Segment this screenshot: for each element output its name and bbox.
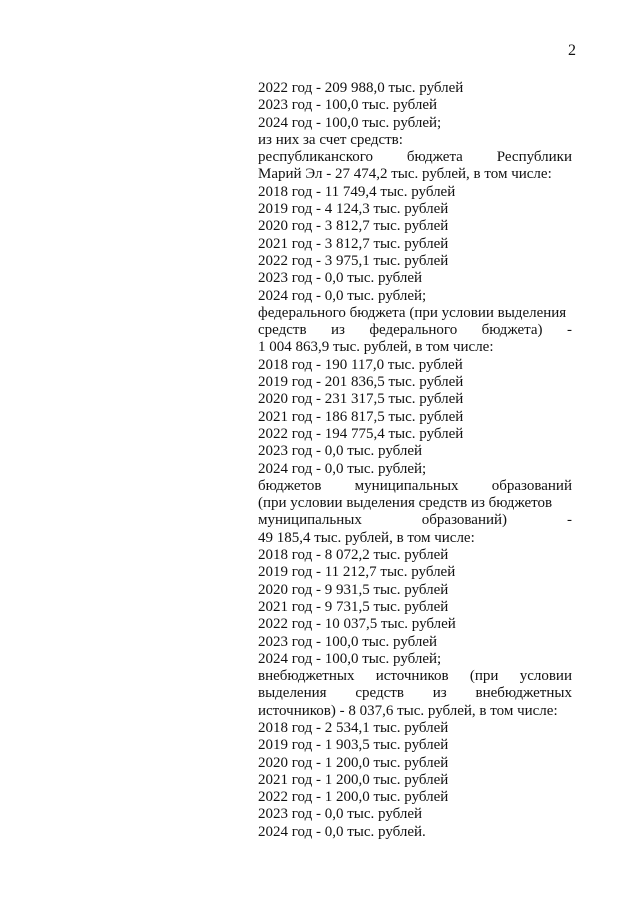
text-line: 2022 год - 10 037,5 тыс. рублей <box>258 616 456 633</box>
text-line: 2019 год - 201 836,5 тыс. рублей <box>258 374 464 391</box>
text-line: 2022 год - 1 200,0 тыс. рублей <box>258 789 449 806</box>
text-line <box>258 685 572 702</box>
text-word: бюджетов <box>258 477 322 494</box>
text-line: 1 004 863,9 тыс. рублей, в том числе: <box>258 339 494 356</box>
text-line: 2019 год - 1 903,5 тыс. рублей <box>258 737 449 754</box>
text-line: 2024 год - 100,0 тыс. рублей; <box>258 114 442 131</box>
text-line: 2018 год - 8 072,2 тыс. рублей <box>258 547 449 564</box>
text-word: средств <box>355 685 404 702</box>
text-word: муниципальных <box>354 477 459 494</box>
text-line <box>258 668 572 685</box>
text-line: 2019 год - 11 212,7 тыс. рублей <box>258 564 456 581</box>
text-line: 2023 год - 0,0 тыс. рублей <box>258 806 423 823</box>
text-word: выделения <box>258 685 327 702</box>
text-line <box>258 478 572 495</box>
text-line <box>258 322 572 339</box>
text-line: 2020 год - 231 317,5 тыс. рублей <box>258 391 464 408</box>
text-word: внебюджетных <box>258 668 355 685</box>
text-word: из <box>432 685 447 702</box>
text-line: из них за счет средств: <box>258 131 403 148</box>
text-line: 2021 год - 3 812,7 тыс. рублей <box>258 235 449 252</box>
text-line <box>258 512 572 529</box>
text-line: 2018 год - 2 534,1 тыс. рублей <box>258 719 449 736</box>
text-word: из <box>330 322 345 339</box>
text-line: 2024 год - 0,0 тыс. рублей; <box>258 460 427 477</box>
text-line: 2018 год - 190 117,0 тыс. рублей <box>258 356 463 373</box>
text-word: образований) <box>421 512 508 529</box>
text-line: 2020 год - 9 931,5 тыс. рублей <box>258 581 449 598</box>
text-line: 2023 год - 100,0 тыс. рублей <box>258 97 438 114</box>
text-line: 2023 год - 100,0 тыс. рублей <box>258 633 438 650</box>
text-line: Марий Эл - 27 474,2 тыс. рублей, в том числе: <box>258 166 552 183</box>
text-line: 2019 год - 4 124,3 тыс. рублей <box>258 201 449 218</box>
text-word: Республики <box>496 149 572 166</box>
text-word: образований <box>491 477 572 494</box>
document-text-column <box>258 80 572 841</box>
text-line: 2024 год - 0,0 тыс. рублей; <box>258 287 427 304</box>
text-word: федерального <box>369 322 458 339</box>
text-word: - <box>566 322 572 339</box>
text-line: 2021 год - 186 817,5 тыс. рублей <box>258 408 464 425</box>
text-line: федерального бюджета (при условии выделения <box>258 304 567 321</box>
text-line: 2022 год - 3 975,1 тыс. рублей <box>258 252 449 269</box>
text-line <box>258 149 572 166</box>
text-word: муниципальных <box>258 512 362 529</box>
text-line: 2023 год - 0,0 тыс. рублей <box>258 270 423 287</box>
text-line: источников) - 8 037,6 тыс. рублей, в том числе: <box>258 702 558 719</box>
text-line: (при условии выделения средств из бюджетов <box>258 495 553 512</box>
text-word: бюджета) <box>481 322 543 339</box>
text-line: 2024 год - 100,0 тыс. рублей; <box>258 650 442 667</box>
text-line: 2022 год - 209 988,0 тыс. рублей <box>258 80 464 96</box>
text-word: (при <box>469 668 499 685</box>
text-word: внебюджетных <box>475 685 572 702</box>
text-word: республиканского <box>258 149 373 166</box>
text-word: условии <box>519 668 572 685</box>
page-number: 2 <box>568 42 576 59</box>
text-word: источников <box>375 668 449 685</box>
text-word: бюджета <box>406 149 463 166</box>
text-line: 2021 год - 9 731,5 тыс. рублей <box>258 598 449 615</box>
text-line: 2021 год - 1 200,0 тыс. рублей <box>258 771 449 788</box>
text-line: 2023 год - 0,0 тыс. рублей <box>258 443 423 460</box>
text-line: 2020 год - 3 812,7 тыс. рублей <box>258 218 449 235</box>
text-word: средств <box>258 322 307 339</box>
text-line: 2022 год - 194 775,4 тыс. рублей <box>258 425 464 442</box>
text-line: 2020 год - 1 200,0 тыс. рублей <box>258 754 449 771</box>
text-line: 2018 год - 11 749,4 тыс. рублей <box>258 183 456 200</box>
text-word: - <box>566 512 572 529</box>
text-line: 2024 год - 0,0 тыс. рублей. <box>258 823 426 840</box>
text-line: 49 185,4 тыс. рублей, в том числе: <box>258 529 475 546</box>
